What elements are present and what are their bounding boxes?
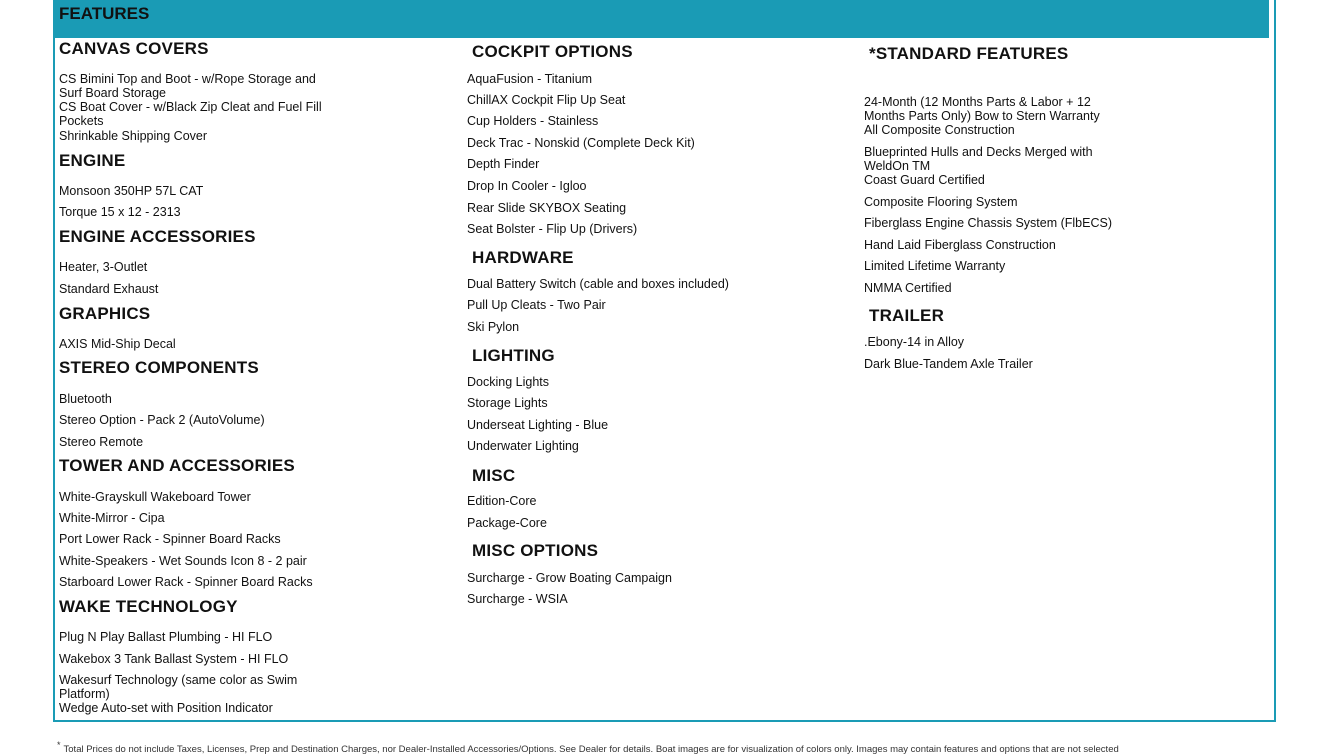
list-item: Deck Trac - Nonskid (Complete Deck Kit)	[467, 136, 695, 150]
section-title-lighting: LIGHTING	[472, 346, 555, 365]
section-title-stereo-components: STEREO COMPONENTS	[59, 358, 259, 377]
list-item: Stereo Option - Pack 2 (AutoVolume)	[59, 413, 265, 427]
section-title-engine: ENGINE	[59, 151, 126, 170]
list-item: Hand Laid Fiberglass Construction	[864, 238, 1056, 252]
list-item: Storage Lights	[467, 396, 548, 410]
list-item: White-Mirror - Cipa	[59, 511, 165, 525]
list-item: Pockets	[59, 114, 104, 128]
list-item: WeldOn TM	[864, 159, 931, 173]
list-item: Underwater Lighting	[467, 439, 579, 453]
list-item: 24-Month (12 Months Parts & Labor + 12	[864, 95, 1091, 109]
list-item: Heater, 3-Outlet	[59, 260, 148, 274]
footnote-text: Total Prices do not include Taxes, Licenses, Prep and Destination Charges, nor Dealer-Installed Accessories/Options. See Dealer for details. Boat images are for visualization of colors only. Images may contain features and options that are not selected	[63, 744, 1119, 755]
list-item: AXIS Mid-Ship Decal	[59, 337, 176, 351]
list-item: ChillAX Cockpit Flip Up Seat	[467, 93, 626, 107]
list-item: White-Grayskull Wakeboard Tower	[59, 490, 251, 504]
list-item: Blueprinted Hulls and Decks Merged with	[864, 145, 1093, 159]
list-item: AquaFusion - Titanium	[467, 72, 593, 86]
list-item: CS Boat Cover - w/Black Zip Cleat and Fuel Fill	[59, 100, 322, 114]
features-title: FEATURES	[59, 4, 150, 23]
section-title-misc: MISC	[472, 466, 516, 485]
list-item: CS Bimini Top and Boot - w/Rope Storage and	[59, 72, 316, 86]
list-item: Pull Up Cleats - Two Pair	[467, 298, 606, 312]
list-item: Shrinkable Shipping Cover	[59, 129, 208, 143]
list-item: Depth Finder	[467, 157, 540, 171]
section-title-canvas-covers: CANVAS COVERS	[59, 39, 209, 58]
section-title-engine-accessories: ENGINE ACCESSORIES	[59, 227, 256, 246]
list-item: Underseat Lighting - Blue	[467, 418, 609, 432]
list-item: Dual Battery Switch (cable and boxes included)	[467, 277, 729, 291]
footnote-asterisk: *	[57, 740, 61, 750]
list-item: Plug N Play Ballast Plumbing - HI FLO	[59, 630, 273, 644]
list-item: Platform)	[59, 687, 110, 701]
list-item: Rear Slide SKYBOX Seating	[467, 201, 627, 215]
section-title-graphics: GRAPHICS	[59, 304, 151, 323]
list-item: NMMA Certified	[864, 281, 952, 295]
list-item: Dark Blue-Tandem Axle Trailer	[864, 357, 1033, 371]
section-title-cockpit-options: COCKPIT OPTIONS	[472, 42, 633, 61]
list-item: Ski Pylon	[467, 320, 520, 334]
list-item: Torque 15 x 12 - 2313	[59, 205, 181, 219]
list-item: Cup Holders - Stainless	[467, 114, 599, 128]
list-item: Wakesurf Technology (same color as Swim	[59, 673, 298, 687]
section-title-standard-features: *STANDARD FEATURES	[869, 44, 1069, 63]
section-title-wake-technology: WAKE TECHNOLOGY	[59, 597, 238, 616]
list-item: All Composite Construction	[864, 123, 1015, 137]
section-title-misc-options: MISC OPTIONS	[472, 541, 599, 560]
list-item: Surf Board Storage	[59, 86, 167, 100]
section-title-tower-accessories: TOWER AND ACCESSORIES	[59, 456, 295, 475]
disclaimer-footnote	[57, 740, 1119, 755]
list-item: White-Speakers - Wet Sounds Icon 8 - 2 pair	[59, 554, 307, 568]
list-item: Wedge Auto-set with Position Indicator	[59, 701, 273, 715]
list-item: Starboard Lower Rack - Spinner Board Racks	[59, 575, 313, 589]
list-item: Composite Flooring System	[864, 195, 1018, 209]
section-title-hardware: HARDWARE	[472, 248, 574, 267]
list-item: Seat Bolster - Flip Up (Drivers)	[467, 222, 638, 236]
list-item: Port Lower Rack - Spinner Board Racks	[59, 532, 281, 546]
list-item: Wakebox 3 Tank Ballast System - HI FLO	[59, 652, 289, 666]
list-item: Stereo Remote	[59, 435, 144, 449]
list-item: Docking Lights	[467, 375, 549, 389]
list-item: .Ebony-14 in Alloy	[864, 335, 965, 349]
list-item: Limited Lifetime Warranty	[864, 259, 1006, 273]
list-item: Monsoon 350HP 57L CAT	[59, 184, 204, 198]
list-item: Edition-Core	[467, 494, 537, 508]
list-item: Fiberglass Engine Chassis System (FlbECS)	[864, 216, 1112, 230]
list-item: Surcharge - WSIA	[467, 592, 568, 606]
list-item: Package-Core	[467, 516, 547, 530]
section-title-trailer: TRAILER	[869, 306, 945, 325]
list-item: Drop In Cooler - Igloo	[467, 179, 587, 193]
list-item: Surcharge - Grow Boating Campaign	[467, 571, 672, 585]
list-item: Standard Exhaust	[59, 282, 159, 296]
list-item: Months Parts Only) Bow to Stern Warranty	[864, 109, 1100, 123]
list-item: Coast Guard Certified	[864, 173, 985, 187]
list-item: Bluetooth	[59, 392, 112, 406]
